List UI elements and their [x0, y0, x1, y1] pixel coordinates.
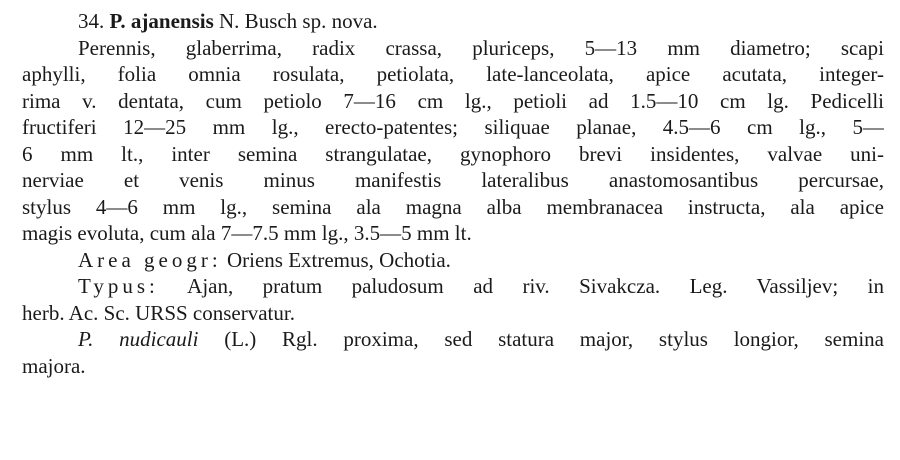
species-name: P. ajanensis	[109, 9, 214, 33]
note-line-2: majora.	[22, 353, 86, 378]
description-line: fructiferi 12—25 mm lg., erecto-patentes; siliquae planae, 4.5—6 cm lg., 5—	[22, 115, 884, 139]
typus-line-2: herb. Ac. Sc. URSS conservatur.	[22, 300, 295, 325]
typus-text: Ajan, pratum paludosum ad riv. Sivakcza. Leg. Vassiljev; in	[187, 274, 884, 298]
note-line-1	[22, 326, 884, 353]
description-line: 6 mm lt., inter semina strangulatae, gynophoro brevi insidentes, valvae uni-	[22, 141, 884, 166]
area-geographic	[22, 247, 884, 274]
area-label: Area geogr:	[78, 247, 222, 272]
description-line: aphylli, folia omnia rosulata, petiolata, late-lanceolata, apice acutata, integer-	[22, 62, 884, 86]
species-description	[22, 35, 884, 247]
description-line: stylus 4—6 mm lg., semina ala magna alba membranacea instructa, ala apice	[22, 194, 884, 219]
species-number: 34.	[78, 9, 105, 33]
note-text: (L.) Rgl. proxima, sed statura major, stylus longior, semina	[224, 327, 884, 351]
document-page	[22, 8, 884, 379]
description-line: nerviae et venis minus manifestis lateralibus anastomosantibus percursae,	[22, 168, 884, 192]
species-author: N. Busch sp. nova.	[219, 9, 378, 33]
description-line: rima v. dentata, cum petiolo 7—16 cm lg., petioli ad 1.5—10 cm lg. Pedicelli	[22, 88, 884, 113]
area-text: Oriens Extremus, Ochotia.	[226, 247, 451, 272]
species-heading	[22, 8, 884, 35]
typus-line-1	[22, 273, 884, 300]
note-species: P. nudicauli	[78, 327, 199, 351]
description-line: magis evoluta, cum ala 7—7.5 mm lg., 3.5—5 mm lt.	[22, 221, 472, 245]
description-line: Perennis, glaberrima, radix crassa, pluriceps, 5—13 mm diametro; scapi	[78, 35, 884, 60]
typus-label: Typus:	[78, 274, 159, 298]
